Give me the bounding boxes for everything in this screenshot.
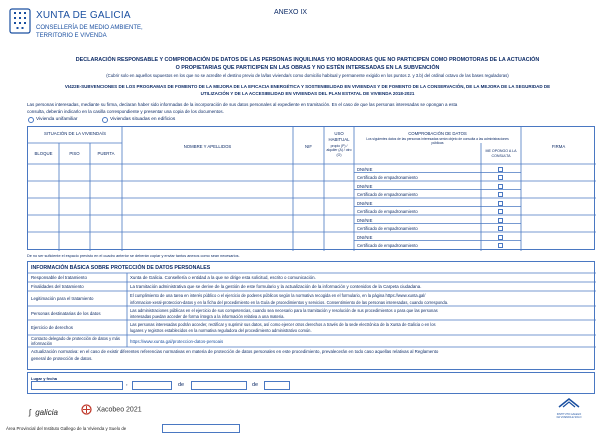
row1-dni: DNI/NIE <box>357 167 373 172</box>
igvs-roof-icon <box>557 396 581 408</box>
igvs-logo <box>555 395 583 419</box>
department-line2: TERRITORIO E VIVENDA <box>36 33 107 39</box>
row5-cert: Certificado de empadronamiento <box>357 243 418 248</box>
privacy-label-1: Responsable del tratamiento <box>31 275 87 280</box>
row2-cert: Certificado de empadronamiento <box>357 192 418 197</box>
place-date-label: Lugar y fecha <box>31 376 58 381</box>
privacy-text-3b: informacion-xeral-proteccion-datos y en la ficha del procedimiento en la Guía de procedimientos y servicios. Consentimiento de las personas interesadas, cuando corresponda. <box>130 299 449 305</box>
title-line5: UTILIZACIÓN Y DE LA ACCESIBILIDAD EN VIVIENDAS DEL PLAN ESTATAL DE VIVIENDA 2018-2021 <box>200 91 415 96</box>
privacy-link[interactable]: https://www.xunta.gal/proteccion-datos-persoais <box>130 339 224 344</box>
igvs-wordmark: INSTITUTO GALEGO DA VIVENDA E SOLO <box>556 413 582 419</box>
col-comp: COMPROBACIÓN DE DATOS <box>408 131 467 136</box>
privacy-text-4b: interesadas puedan acceder de forma íntegra a la información relativa a una materia. <box>130 313 285 319</box>
title-line4: VI422E-SUBVENCIONES DE LOS PROGRAMAS DE FOMENTO DE LA MEJORA DE LA EFICACIA ENERGÉTICA Y SOSTENIBILIDAD EN VIVIENDAS Y DE FOMENTO DE LA CONSERVACIÓN, DE LA MEJORA DE LA SEGURIDAD DE <box>64 84 551 89</box>
col-comp-sub: Los siguientes datos de las personas interesadas serán objeto de consulta a las administraciones públicas <box>366 137 509 146</box>
single-house-radio[interactable] <box>28 117 34 123</box>
row4-dni-checkbox[interactable] <box>498 218 503 223</box>
table-note: De no ser suficiente el espacio previsto en el cuadro anterior se deberán copiar y enviar tantos anexos como sean necesarios. <box>27 254 240 258</box>
row2-cert-checkbox[interactable] <box>498 192 503 197</box>
annex-label: ANEXO IX <box>274 9 308 16</box>
privacy-label-3: Legitimación para el tratamiento <box>31 296 94 301</box>
row3-cert-checkbox[interactable] <box>498 209 503 214</box>
privacy-label-5: Ejercicio de derechos <box>31 325 73 330</box>
intro-line2: consulta, deberán indicarlo en la casilla correspondiente y presentar una copia de los documentos. <box>27 109 224 114</box>
privacy-update-2: general de protección de datos. <box>31 356 93 361</box>
galicia-wordmark: galicia <box>35 408 58 417</box>
col-uso: USO HABITUAL <box>328 131 350 142</box>
title-line2: O PROPIETARIAS QUE PARTICIPEN EN LAS OBRAS Y NO ESTÉN INTERESADAS EN LA SUBVENCIÓN <box>175 65 440 71</box>
department-line1: CONSELLERÍA DE MEDIO AMBIENTE, <box>36 25 143 31</box>
privacy-text-3a: El cumplimiento de una tarea en interés público o el ejercicio de poderes públicos según la normativa recogida en el formulario, en la página https://www.xunta.gal/ <box>130 293 426 298</box>
footer-area-label: Área Provincial del Instituto Gallego de la Vivienda y Suelo de <box>6 426 127 431</box>
de-label-1: de <box>178 382 185 388</box>
privacy-text-5a: Las personas interesadas podrán acceder, rectificar y suprimir sus datos, así como ejercer otros derechos a través de la sede electrónica de la Xunta de Galicia o en los <box>130 322 436 327</box>
row5-dni-checkbox[interactable] <box>498 235 503 240</box>
privacy-update-1: Actualización normativa: en el caso de existir diferentes referencias normativas en materia de protección de datos personales en este procedimiento, prevalecerán en todo caso aquellas relativas al Reglamento <box>31 349 439 354</box>
comma-sep: , <box>126 381 128 387</box>
row4-dni: DNI/NIE <box>357 218 373 223</box>
building-radio[interactable] <box>102 117 108 123</box>
single-house-label: Vivienda unifamiliar <box>36 117 78 122</box>
xacobeo-emblem-icon <box>81 404 92 415</box>
row1-cert: Certificado de empadronamiento <box>357 175 418 180</box>
day-input[interactable] <box>132 381 172 390</box>
row2-dni-checkbox[interactable] <box>498 184 503 189</box>
month-input[interactable] <box>191 381 247 390</box>
galicia-mark-icon: ʃ <box>29 408 31 417</box>
place-input[interactable] <box>31 381 123 390</box>
privacy-text-2: La tramitación administrativa que se derive de la gestión de este formulario y la actualización de la información y contenidos de la Carpeta ciudadana. <box>130 284 422 289</box>
xacobeo-logo <box>81 401 142 419</box>
col-bloque: BLOQUE <box>34 151 53 156</box>
row4-cert: Certificado de empadronamiento <box>357 226 418 231</box>
building-label: Viviendas situadas en edificios <box>110 117 176 122</box>
row3-dni-checkbox[interactable] <box>498 201 503 206</box>
privacy-text-1: Xunta de Galicia. Consellería o entidad a la que se dirige esta solicitud, escrito o comunicación. <box>130 275 316 280</box>
col-nif: NIF <box>305 144 312 149</box>
row3-cert: Certificado de empadronamiento <box>357 209 418 214</box>
galicia-logo <box>29 402 58 420</box>
row3-dni: DNI/NIE <box>357 201 373 206</box>
col-firma: FIRMA <box>551 144 566 149</box>
col-name: NOMBRE Y APELLIDOS <box>183 144 232 149</box>
row1-dni-checkbox[interactable] <box>498 167 503 172</box>
row2-dni: DNI/NIE <box>357 184 373 189</box>
row5-cert-checkbox[interactable] <box>498 243 503 248</box>
de-label-2: de <box>252 382 259 388</box>
year-input[interactable] <box>264 381 290 390</box>
row1-cert-checkbox[interactable] <box>498 175 503 180</box>
xunta-emblem-icon <box>9 8 31 34</box>
residents-table <box>27 126 595 250</box>
privacy-box <box>27 261 595 370</box>
privacy-heading: INFORMACIÓN BÁSICA SOBRE PROTECCIÓN DE DATOS PERSONALES <box>31 265 211 271</box>
row5-dni: DNI/NIE <box>357 235 373 240</box>
row4-cert-checkbox[interactable] <box>498 226 503 231</box>
privacy-text-4a: Las administraciones públicas en el ejercicio de sus competencias, cuando sea necesario para la tramitación y resolución de sus procedimientos o para que las personas <box>130 307 438 313</box>
privacy-text-5b: lugares y registros establecidos en la normativa reguladora del procedimiento administrativo común. <box>130 328 312 333</box>
privacy-label-6: Contacto delegado de protección de datos y más información <box>31 336 120 346</box>
area-input[interactable] <box>162 424 240 433</box>
title-line1: DECLARACIÓN RESPONSABLE Y COMPROBACIÓN DE DATOS DE LAS PERSONAS INQUILINAS Y/O MORADORAS QUE NO PARTICIPEN COMO PROMOTORAS DE LA ACTUACIÓN <box>75 57 540 63</box>
privacy-label-4: Personas destinatarias de los datos <box>31 311 101 316</box>
xunta-brand: XUNTA DE GALICIA <box>36 10 131 21</box>
col-situation: SITUACIÓN DE LA VIVIENDA/S <box>43 131 107 136</box>
col-oppose: ME OPONGO A LA CONSULTA <box>485 149 517 158</box>
privacy-label-2: Finalidades del tratamiento <box>31 284 84 289</box>
col-puerta: PUERTA <box>97 151 115 156</box>
xunta-logo <box>9 8 31 34</box>
intro-line1: Las personas interesadas, mediante su firma, declaran haber sido informadas de la incorporación de sus datos personales al expediente en tramitación. En el caso de que las personas interesadas se opongan a esta <box>27 102 458 107</box>
col-uso-sub: propio (P) / alquiler (A) / otro (O) <box>326 144 352 157</box>
col-piso: PISO <box>69 151 80 156</box>
xacobeo-wordmark: Xacobeo 2021 <box>96 406 142 414</box>
title-line3: (Cubrir solo en aquellos supuestos en los que no se acredite el destino previo de la/las vivienda/s como domicilio habitual y permanente exigido en los puntos 2. y 3.b) del ordinal octavo de las bases reguladoras) <box>106 73 509 78</box>
